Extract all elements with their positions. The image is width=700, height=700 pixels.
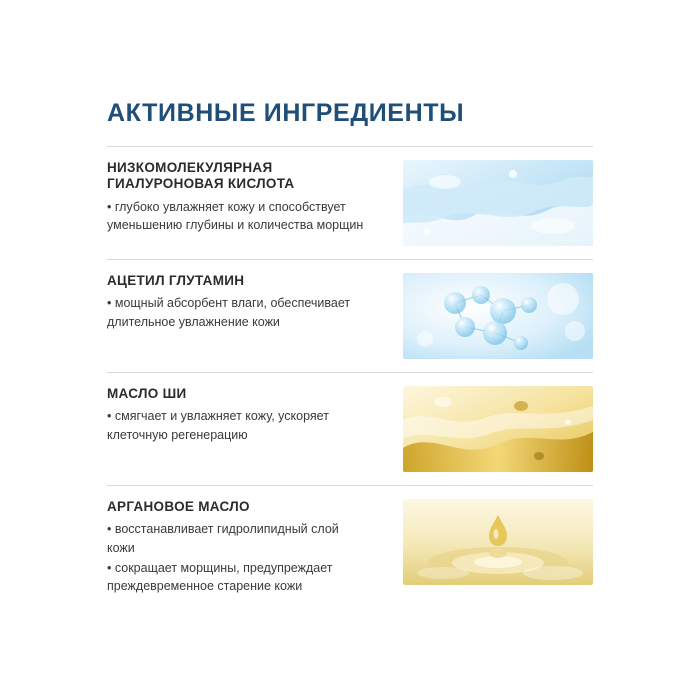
content-container [107,100,593,610]
ingredient-name: АЦЕТИЛ ГЛУТАМИН [107,272,245,288]
ingredient-row [107,372,593,485]
list-item: • глубоко увлажняет кожу и способствует уменьшению глубины и количества морщин [107,200,364,233]
ingredient-row [107,485,593,610]
list-item: • сокращает морщины, предупреждает преждевременное старение кожи [107,560,333,593]
ingredient-bullets [107,294,369,330]
ingredient-row [107,146,593,259]
ingredient-name: АРГАНОВОЕ МАСЛО [107,498,250,514]
ingredient-bullets [107,407,369,443]
list-item: • восстанавливает гидролипидный слой кожи [107,522,339,555]
water-splash-image [403,160,593,246]
ingredient-text [107,499,369,597]
page-title: АКТИВНЫЕ ИНГРЕДИЕНТЫ [107,99,465,127]
golden-oil-swirl-image [403,386,593,472]
ingredient-name: НИЗКОМОЛЕКУЛЯРНАЯ ГИАЛУРОНОВАЯ КИСЛОТА [107,159,295,192]
list-item: • смягчает и увлажняет кожу, ускоряет клеточную регенерацию [107,409,329,442]
list-item: • мощный абсорбент влаги, обеспечивает длительное увлажнение кожи [107,296,351,329]
ingredient-row [107,259,593,372]
ingredient-text [107,160,369,237]
ingredient-text [107,386,369,446]
ingredient-text [107,273,369,333]
oil-droplet-ripple-image [403,499,593,585]
ingredient-bullets [107,520,369,595]
ingredient-bullets [107,198,369,234]
molecule-bubbles-image [403,273,593,359]
ingredient-name: МАСЛО ШИ [107,385,187,401]
